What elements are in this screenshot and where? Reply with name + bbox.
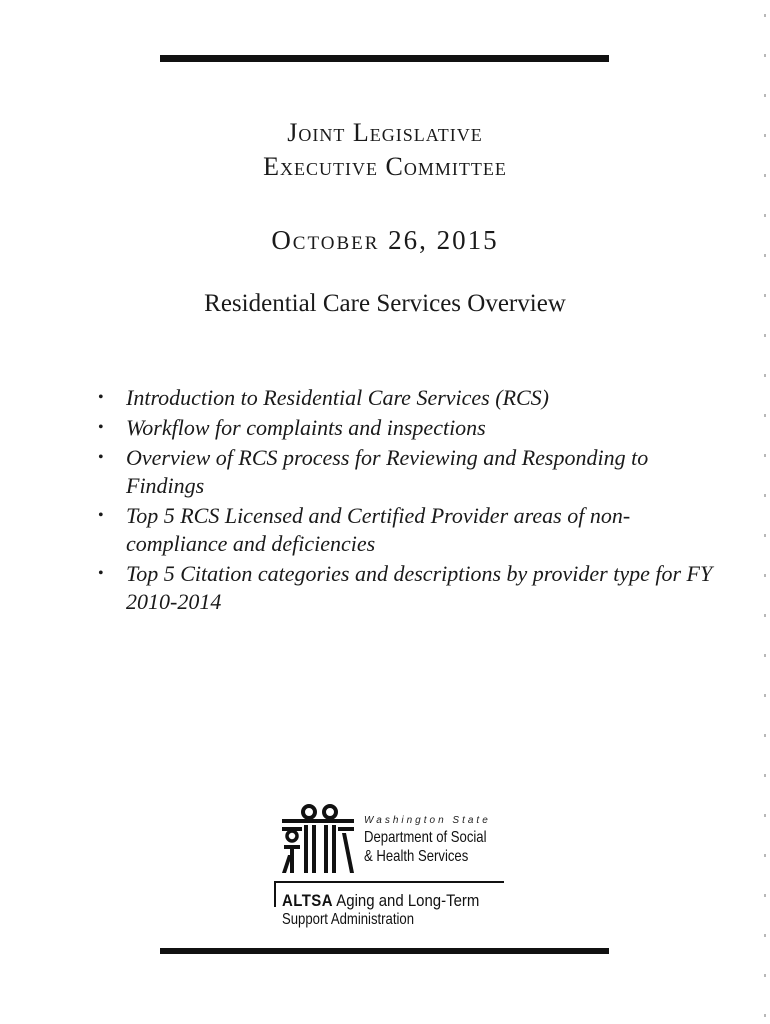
agenda-item-text: Top 5 Citation categories and descriptions by provider type for FY 2010-2014: [126, 561, 713, 614]
document-subtitle: Residential Care Services Overview: [204, 290, 566, 317]
committee-title-line2: Executive Committee: [263, 152, 507, 181]
logo-divider: [274, 881, 504, 883]
top-rule: [160, 55, 609, 62]
agenda-item-text: Introduction to Residential Care Services (RCS): [126, 385, 550, 410]
agenda-item: [98, 502, 718, 558]
logo-altsa-name: Aging and Long-Term: [336, 891, 480, 910]
bullet-icon: •: [98, 449, 104, 466]
agenda-item: [98, 560, 718, 616]
agenda-item: [98, 444, 718, 500]
bullet-icon: •: [98, 419, 104, 436]
agenda-item-text: Overview of RCS process for Reviewing and Responding to Findings: [126, 445, 649, 498]
meeting-date: October 26, 2015: [271, 225, 499, 255]
logo-department-line2: & Health Services: [364, 848, 469, 865]
bullet-icon: •: [98, 565, 104, 582]
logo-divider-vertical: [274, 881, 276, 907]
agenda-item: [98, 414, 718, 442]
logo-department-line1: Department of Social: [364, 829, 487, 846]
dshs-family-figures-icon: [280, 803, 358, 875]
committee-title-line1: Joint Legislative: [287, 118, 483, 147]
agenda-list: [98, 384, 718, 618]
dshs-altsa-logo: [280, 803, 520, 933]
logo-state-name: Washington State: [364, 815, 491, 826]
agenda-item: [98, 384, 718, 412]
agenda-item-text: Top 5 RCS Licensed and Certified Provider areas of non-compliance and deficiencies: [126, 503, 631, 556]
bottom-rule: [160, 948, 609, 954]
agenda-item-text: Workflow for complaints and inspections: [126, 415, 486, 440]
logo-altsa-line: [282, 891, 479, 911]
bullet-icon: •: [98, 389, 104, 406]
logo-altsa-abbr: ALTSA: [282, 891, 333, 910]
logo-department-name: [364, 828, 487, 866]
logo-altsa-name-line2: Support Administration: [282, 911, 415, 928]
bullet-icon: •: [98, 507, 104, 524]
